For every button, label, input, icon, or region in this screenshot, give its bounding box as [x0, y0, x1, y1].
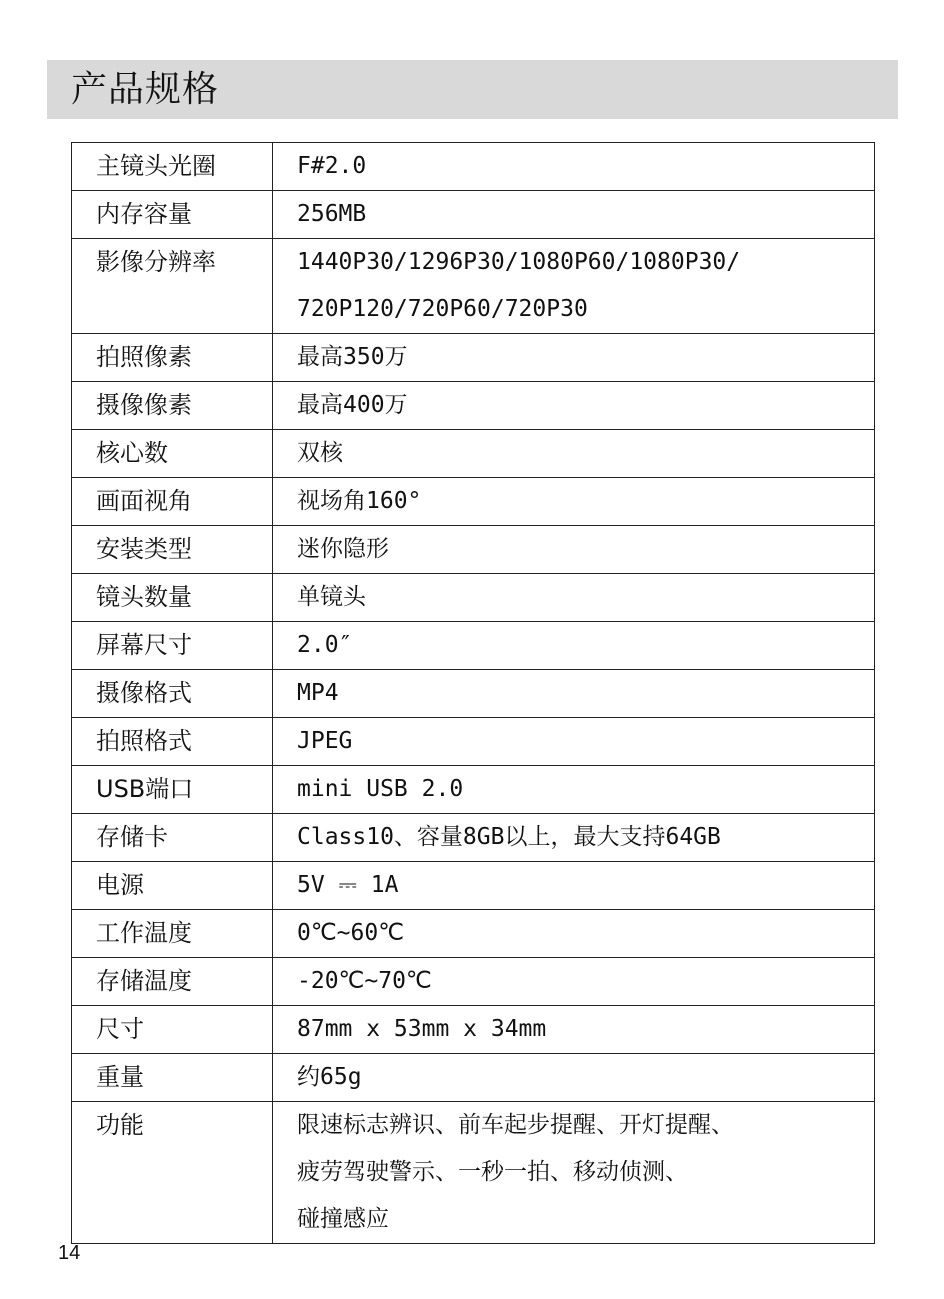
- spec-row: [72, 574, 875, 622]
- spec-row: [72, 526, 875, 574]
- spec-value: [273, 1102, 875, 1244]
- spec-value-line: 碰撞感应: [297, 1206, 389, 1232]
- spec-value: [273, 430, 875, 478]
- spec-value: [273, 526, 875, 574]
- spec-value: [273, 1006, 875, 1054]
- spec-row: [72, 718, 875, 766]
- spec-value-line: 1440P30/1296P30/1080P60/1080P30/: [297, 249, 741, 275]
- spec-value-line: mini USB 2.0: [297, 776, 464, 802]
- spec-value: [273, 862, 875, 910]
- spec-value-line: 视场角160°: [297, 488, 422, 514]
- spec-value-line: 双核: [297, 440, 343, 466]
- spec-label: 功能: [72, 1102, 273, 1244]
- spec-value: [273, 382, 875, 430]
- spec-value-line: 0℃~60℃: [297, 920, 405, 946]
- spec-row: [72, 382, 875, 430]
- spec-value: [273, 191, 875, 239]
- spec-value-line: 单镜头: [297, 584, 366, 610]
- spec-label: 画面视角: [72, 478, 273, 526]
- spec-value-line: MP4: [297, 680, 339, 706]
- spec-table: [71, 142, 875, 1244]
- spec-row: [72, 862, 875, 910]
- spec-label: 影像分辨率: [72, 239, 273, 334]
- spec-row: [72, 1006, 875, 1054]
- spec-value: [273, 622, 875, 670]
- spec-label: 工作温度: [72, 910, 273, 958]
- spec-value-line: 5V ⎓ 1A: [297, 872, 399, 898]
- spec-value: [273, 574, 875, 622]
- spec-value-line: JPEG: [297, 728, 353, 754]
- spec-value: [273, 670, 875, 718]
- spec-row: [72, 622, 875, 670]
- spec-value-line: 最高400万: [297, 392, 408, 418]
- spec-value-line: 87mm x 53mm x 34mm: [297, 1016, 547, 1042]
- page-number: 14: [58, 1242, 81, 1264]
- section-title: 产品规格: [71, 69, 220, 110]
- spec-row: [72, 143, 875, 191]
- spec-label: 重量: [72, 1054, 273, 1102]
- spec-label: 摄像像素: [72, 382, 273, 430]
- spec-row: [72, 766, 875, 814]
- spec-value-line: -20℃~70℃: [297, 968, 432, 994]
- spec-row: [72, 334, 875, 382]
- spec-row: [72, 430, 875, 478]
- spec-row: [72, 670, 875, 718]
- spec-value-line: 720P120/720P60/720P30: [297, 296, 588, 322]
- spec-label: 屏幕尺寸: [72, 622, 273, 670]
- spec-label: 内存容量: [72, 191, 273, 239]
- spec-label: 安装类型: [72, 526, 273, 574]
- spec-value: [273, 814, 875, 862]
- spec-value-line: F#2.0: [297, 153, 367, 179]
- spec-label: 存储温度: [72, 958, 273, 1006]
- spec-value-line: 256MB: [297, 201, 367, 227]
- spec-label: 尺寸: [72, 1006, 273, 1054]
- spec-value: [273, 718, 875, 766]
- spec-table-body: [72, 143, 875, 1244]
- spec-value-line: Class10、容量8GB以上，最大支持64GB: [297, 824, 721, 850]
- spec-label: 摄像格式: [72, 670, 273, 718]
- spec-row: [72, 958, 875, 1006]
- section-title-bar: [47, 60, 898, 119]
- spec-row: [72, 1054, 875, 1102]
- spec-value: [273, 334, 875, 382]
- spec-row: [72, 910, 875, 958]
- spec-row: [72, 191, 875, 239]
- spec-label: 核心数: [72, 430, 273, 478]
- spec-label: 拍照像素: [72, 334, 273, 382]
- spec-label: 镜头数量: [72, 574, 273, 622]
- spec-row: [72, 239, 875, 334]
- spec-label: USB端口: [72, 766, 273, 814]
- spec-value: [273, 766, 875, 814]
- spec-label: 电源: [72, 862, 273, 910]
- spec-value-line: 约65g: [297, 1064, 362, 1090]
- spec-value-line: 疲劳驾驶警示、一秒一拍、移动侦测、: [297, 1159, 688, 1185]
- spec-value-line: 限速标志辨识、前车起步提醒、开灯提醒、: [297, 1112, 734, 1138]
- spec-value: [273, 239, 875, 334]
- spec-label: 主镜头光圈: [72, 143, 273, 191]
- spec-label: 存储卡: [72, 814, 273, 862]
- spec-value-line: 2.0″: [297, 632, 353, 658]
- spec-row: [72, 814, 875, 862]
- spec-value: [273, 958, 875, 1006]
- spec-value-line: 最高350万: [297, 344, 408, 370]
- spec-value: [273, 1054, 875, 1102]
- spec-value: [273, 143, 875, 191]
- spec-value-line: 迷你隐形: [297, 536, 389, 562]
- spec-row: [72, 1102, 875, 1244]
- spec-row: [72, 478, 875, 526]
- spec-value: [273, 478, 875, 526]
- spec-value: [273, 910, 875, 958]
- spec-label: 拍照格式: [72, 718, 273, 766]
